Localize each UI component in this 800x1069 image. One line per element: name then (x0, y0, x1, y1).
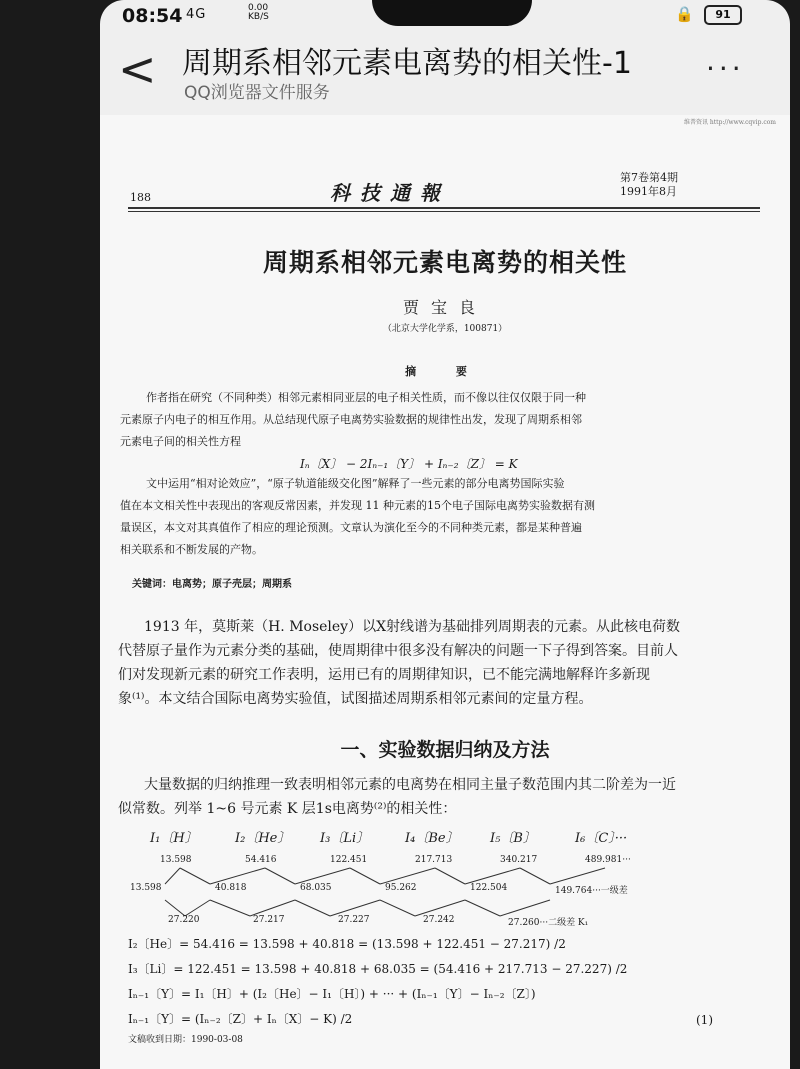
diagram-value: 122.451 (330, 855, 368, 865)
diagram-value: 13.598 (160, 855, 192, 865)
document-source: QQ浏览器文件服务 (184, 83, 330, 103)
diagram-value: I₆〔C〕··· (575, 831, 628, 846)
header-rule-thin (128, 211, 760, 212)
clock: 08:54 (122, 5, 183, 27)
diagram-value: 68.035 (300, 883, 332, 893)
diagram-value: I₄〔Be〕 (405, 831, 459, 846)
diagram-value: 340.217 (500, 855, 538, 865)
body-line: 象⁽¹⁾。本文结合国际电离势实验值，试图描述周期系相邻元素间的定量方程。 (118, 691, 593, 707)
battery-icon: 91 (704, 5, 742, 25)
diagram-value: 122.504 (470, 883, 508, 893)
received-date: 文稿收到日期：1990-03-08 (128, 1035, 243, 1045)
journal-name: 科技通報 (330, 181, 450, 205)
back-icon[interactable]: < (118, 42, 157, 96)
diagram-value: I₅〔B〕 (490, 831, 536, 846)
abstract-line: 量误区，本文对其真值作了相应的理论预测。文章认为演化至今的不同种类元素，都是某种普遍 (120, 521, 582, 534)
page-number: 188 (130, 191, 151, 204)
more-options-icon[interactable]: ... (706, 44, 745, 77)
abstract-heading: 摘 要 (405, 365, 485, 378)
equation-number: (1) (696, 1013, 713, 1027)
diagram-value: I₁〔H〕 (150, 831, 198, 846)
equation: Iₙ₋₁〔Y〕= I₁〔H〕+ (I₂〔He〕− I₁〔H〕) + ··· + (Iₙ₋₁〔Y〕− Iₙ₋₂〔Z〕) (128, 987, 536, 1001)
document-title: 周期系相邻元素电离势的相关性-1 (182, 46, 632, 81)
signal-icon: 4G (186, 7, 207, 22)
diagram-value: 27.260···二级差 K₁ (508, 918, 589, 928)
diagram-value: 149.764···一级差 (555, 886, 628, 896)
diagram-value: 217.713 (415, 855, 453, 865)
lock-icon: 🔒 (675, 5, 694, 23)
issue-info: 第7卷第4期 1991年8月 (620, 171, 678, 198)
app-header (100, 30, 790, 110)
abstract-formula: Iₙ〔X〕 − 2Iₙ₋₁〔Y〕 + Iₙ₋₂〔Z〕 = K (300, 457, 518, 471)
diagram-value: 40.818 (215, 883, 247, 893)
abstract-line: 文中运用“相对论效应”，“原子轨道能级交化图”解释了一些元素的部分电离势国际实验 (146, 477, 565, 490)
diagram-value: 95.262 (385, 883, 417, 893)
body-line: 1913 年，莫斯莱（H. Moseley）以X射线谱为基础排列周期表的元素。从此核电荷数 (144, 619, 681, 635)
equation: I₃〔Li〕= 122.451 = 13.598 + 40.818 + 68.035 = (54.416 + 217.713 − 27.227) /2 (128, 962, 628, 976)
body-line: 大量数据的归纳推理一致表明相邻元素的电离势在相同主量子数范围内其二阶差为一近 (144, 777, 676, 793)
diagram-value: 54.416 (245, 855, 277, 865)
abstract-line: 相关联系和不断发展的产物。 (120, 543, 263, 556)
camera-notch (372, 0, 532, 26)
diagram-value: 27.227 (338, 915, 370, 925)
diagram-value: 27.220 (168, 915, 200, 925)
keywords: 关键词：电离势；原子壳层；周期系 (132, 579, 292, 590)
abstract-line: 元素原子内电子的相互作用。从总结现代原子电离势实验数据的规律性出发，发现了周期系相邻 (120, 413, 582, 426)
article-title: 周期系相邻元素电离势的相关性 (262, 248, 627, 277)
document-page[interactable] (100, 115, 790, 1069)
author: 贾宝良 (402, 298, 487, 317)
watermark: 维普资讯 http://www.cqvip.com (683, 119, 776, 126)
diagram-value: I₂〔He〕 (235, 831, 291, 846)
section-heading: 一、实验数据归纳及方法 (340, 739, 550, 761)
abstract-line: 值在本文相关性中表现出的客观反常因素，并发现 11 种元素的15个电子国际电离势实验数据有测 (120, 499, 595, 512)
diagram-value: 13.598 (130, 883, 162, 893)
affiliation: （北京大学化学系，100871） (382, 324, 508, 334)
diagram-value: 489.981··· (585, 855, 631, 865)
phone-screen (100, 0, 790, 1069)
body-line: 代替原子量作为元素分类的基础，使周期律中很多没有解决的问题一下子得到答案。目前人 (118, 643, 678, 659)
equation: I₂〔He〕= 54.416 = 13.598 + 40.818 = (13.598 + 122.451 − 27.217) /2 (128, 937, 566, 951)
abstract-line: 作者指在研究（不同种类）相邻元素相同亚层的电子相关性质，而不像以往仅仅限于同一种 (146, 391, 586, 404)
diagram-value: I₃〔Li〕 (320, 831, 370, 846)
status-bar (100, 0, 790, 30)
header-rule (128, 207, 760, 209)
equation: Iₙ₋₁〔Y〕= (Iₙ₋₂〔Z〕+ Iₙ〔X〕− K) /2 (128, 1012, 353, 1026)
abstract-line: 元素电子间的相关性方程 (120, 435, 241, 448)
body-line: 们对发现新元素的研究工作表明，运用已有的周期律知识，已不能完满地解释许多新现 (118, 667, 650, 683)
body-line: 似常数。列举 1~6 号元素 K 层1s电离势⁽²⁾的相关性： (118, 801, 457, 817)
net-speed: 0.00 KB/S (248, 3, 269, 22)
diagram-value: 27.242 (423, 915, 455, 925)
diagram-value: 27.217 (253, 915, 285, 925)
